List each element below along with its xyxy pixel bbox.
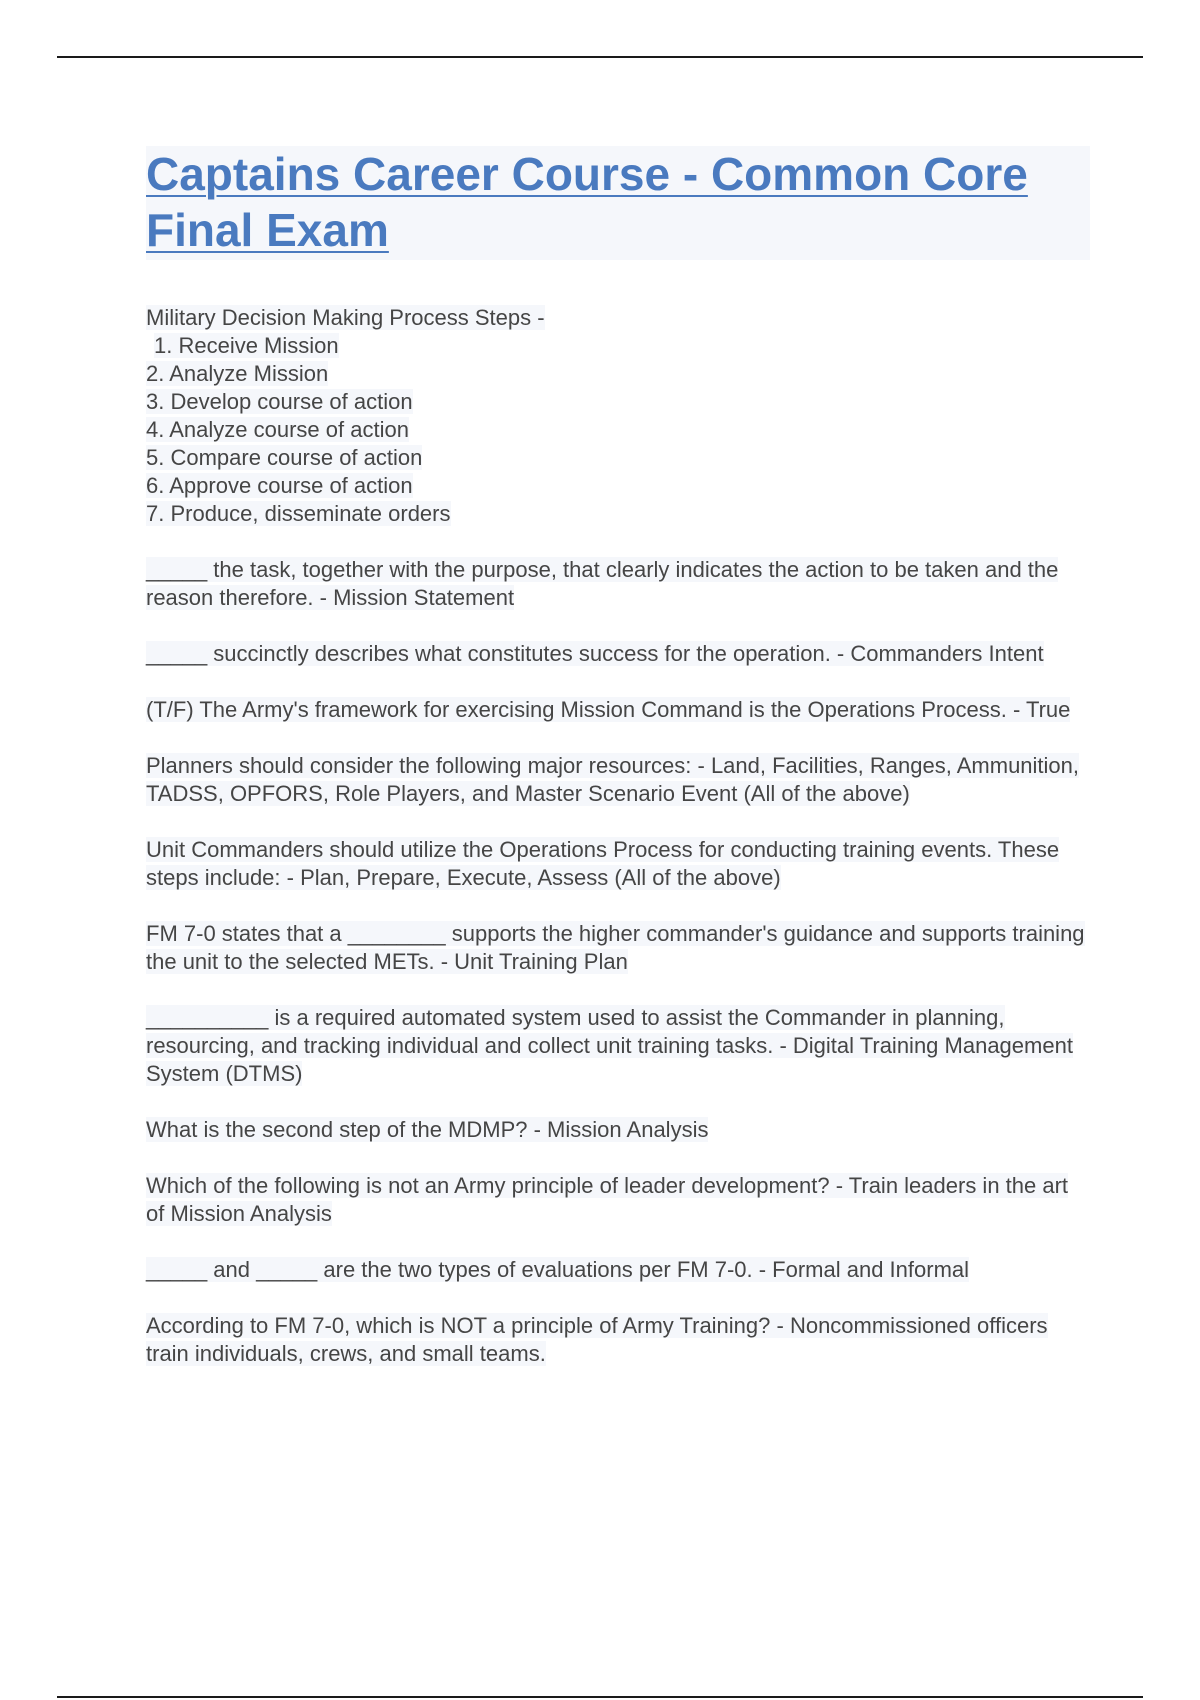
mdmp-step: 3. Develop course of action [146, 389, 413, 414]
qa-text: _____ the task, together with the purpose, that clearly indicates the action to be taken and the reason therefore. - Mission Statement [146, 557, 1059, 610]
top-rule [57, 56, 1143, 58]
qa-item [146, 920, 1090, 976]
document-title-link[interactable] [146, 146, 1090, 258]
title-line-2: Final Exam [146, 204, 389, 256]
mdmp-heading: Military Decision Making Process Steps - [146, 305, 545, 330]
qa-item [146, 696, 1090, 724]
qa-item [146, 1256, 1090, 1284]
title-line-1: Captains Career Course - Common Core [146, 148, 1028, 200]
mdmp-step: 5. Compare course of action [146, 445, 423, 470]
qa-text: _____ succinctly describes what constitutes success for the operation. - Commanders Intent [146, 641, 1044, 666]
qa-text: Unit Commanders should utilize the Operations Process for conducting training events. These steps include: - Plan, Prepare, Execute, Assess (All of the above) [146, 837, 1060, 890]
qa-text: _____ and _____ are the two types of evaluations per FM 7-0. - Formal and Informal [146, 1257, 970, 1282]
document-body [146, 146, 1090, 1396]
qa-text: (T/F) The Army's framework for exercising Mission Command is the Operations Process. - True [146, 697, 1071, 722]
qa-text: Planners should consider the following major resources: - Land, Facilities, Ranges, Ammunition, TADSS, OPFORS, Role Players, and Master Scenario Event (All of the above) [146, 753, 1080, 806]
qa-item [146, 640, 1090, 668]
qa-text: What is the second step of the MDMP? - Mission Analysis [146, 1117, 709, 1142]
qa-text: According to FM 7-0, which is NOT a principle of Army Training? - Noncommissioned officers train individuals, crews, and small teams. [146, 1313, 1048, 1366]
qa-item [146, 556, 1090, 612]
mdmp-step: 7. Produce, disseminate orders [146, 501, 451, 526]
mdmp-step: 4. Analyze course of action [146, 417, 409, 442]
mdmp-step: 6. Approve course of action [146, 473, 413, 498]
qa-text: Which of the following is not an Army principle of leader development? - Train leaders in the art of Mission Analysis [146, 1173, 1069, 1226]
qa-item [146, 1004, 1090, 1088]
mdmp-step: 1. Receive Mission [154, 333, 339, 358]
bottom-rule [57, 1696, 1143, 1698]
qa-item [146, 1312, 1090, 1368]
qa-text: __________ is a required automated system used to assist the Commander in planning, resourcing, and tracking individual and collect unit training tasks. - Digital Training Management System (DTMS) [146, 1005, 1073, 1086]
mdmp-steps-block [146, 304, 1090, 528]
qa-item [146, 1116, 1090, 1144]
qa-text: FM 7-0 states that a ________ supports the higher commander's guidance and supports training the unit to the selected METs. - Unit Training Plan [146, 921, 1085, 974]
mdmp-step: 2. Analyze Mission [146, 361, 329, 386]
qa-item [146, 836, 1090, 892]
title-block [146, 146, 1090, 260]
qa-item [146, 1172, 1090, 1228]
qa-item [146, 752, 1090, 808]
